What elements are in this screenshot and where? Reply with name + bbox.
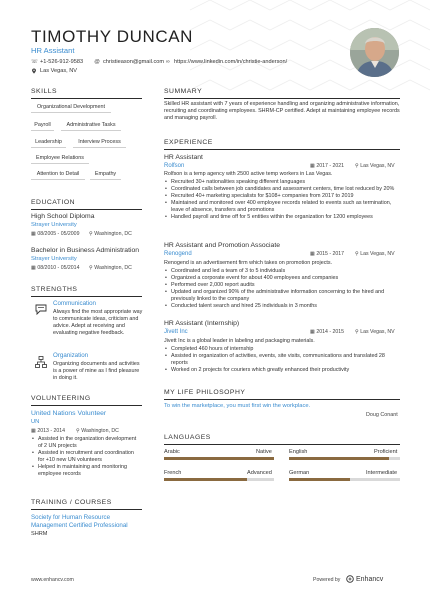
edu-degree: High School Diploma xyxy=(31,213,95,220)
list-item: • Organized a corporate event for about 400 employees and companies xyxy=(164,275,400,282)
job-company: Jivett Inc xyxy=(164,329,188,335)
language-level: Intermediate xyxy=(366,470,398,476)
calendar-icon: ▦ xyxy=(310,163,317,169)
calendar-icon: ▦ xyxy=(31,428,38,434)
edu-dates-text: 08/2010 - 05/2014 xyxy=(37,265,80,271)
list-item: • Completed 460 hours of internship xyxy=(164,346,400,353)
summary-title: SUMMARY xyxy=(164,88,203,95)
candidate-name: TIMOTHY DUNCAN xyxy=(31,27,194,46)
training-divider xyxy=(31,509,142,510)
language-name: German xyxy=(289,470,310,476)
job-dates-text: 2014 - 2015 xyxy=(316,329,345,335)
location-pin-icon: ⚲ xyxy=(355,251,361,257)
summary-text: Skilled HR assistant with 7 years of experience handling and organizing administrative information, recruiting and coordinating employees. SHRM-CP certified. Adept at maintaining employee records and managing payroll. xyxy=(164,101,400,122)
candidate-role: HR Assistant xyxy=(31,46,75,55)
volunteer-role: United Nations Volunteer xyxy=(31,410,107,417)
job-title: HR Assistant and Promotion Associate xyxy=(164,242,280,249)
location-pin-icon: ⚲ xyxy=(355,163,361,169)
job-title: HR Assistant xyxy=(164,154,203,161)
education-title: EDUCATION xyxy=(31,199,76,206)
edu-degree: Bachelor in Business Administration xyxy=(31,247,140,254)
volunteering-title: VOLUNTEERING xyxy=(31,395,91,402)
language-bar xyxy=(164,478,274,481)
language-bar xyxy=(289,457,400,460)
training-title: TRAINING / COURSES xyxy=(31,499,112,506)
job-bullets xyxy=(164,346,400,374)
location-pin-icon: ⚲ xyxy=(76,428,82,434)
job-location xyxy=(355,251,395,257)
skills-title: SKILLS xyxy=(31,88,58,95)
job-title: HR Assistant (Internship) xyxy=(164,320,240,327)
at-icon: @ xyxy=(94,59,100,65)
edu-school: Strayer University xyxy=(31,222,77,228)
skill-tag: Attention to Detail xyxy=(31,171,85,180)
list-item: • Worked on 2 projects for couriers which greatly enhanced their productivity xyxy=(164,367,400,374)
calendar-icon: ▦ xyxy=(310,329,317,335)
location-pin-icon: ⚲ xyxy=(89,265,95,271)
footer-brand[interactable] xyxy=(346,575,383,583)
strength-text: Always find the most appropriate way to communicate ideas, criticism and advice. Adept at receiving and evaluating negative feedback. xyxy=(53,309,143,337)
job-location-text: Las Vegas, NV xyxy=(360,251,395,257)
skill-tag: Employee Relations xyxy=(31,155,89,164)
enhancv-logo-icon xyxy=(346,575,354,583)
location-pin-icon: ⚲ xyxy=(89,231,95,237)
volunteer-dates xyxy=(31,428,65,434)
chat-bubble-icon xyxy=(34,302,48,316)
language-level: Native xyxy=(256,449,272,455)
list-item: • Conducted talent search and hired 25 individuals in 3 months xyxy=(164,303,400,310)
list-item: • Assisted in recruitment and coordination for +10 new UN volunteers xyxy=(31,450,139,464)
contact-location xyxy=(31,68,77,74)
skill-tag: Interview Process xyxy=(73,139,126,148)
job-description: Rolfson is a temp agency with 2500 active temp workers in Las Vegas. xyxy=(164,171,333,177)
list-item: • Helped in maintaining and monitoring employee records xyxy=(31,464,139,478)
skill-tag: Leadership xyxy=(31,139,66,148)
strengths-title: STRENGTHS xyxy=(31,286,78,293)
list-item: • Recruited 30+ nationalities speaking different languages xyxy=(164,179,400,186)
job-company: Renogend xyxy=(164,251,192,257)
org-chart-icon xyxy=(34,355,48,369)
job-location xyxy=(355,329,395,335)
language-bar-fill xyxy=(289,478,350,481)
volunteer-bullets xyxy=(31,436,139,479)
training-provider: SHRM xyxy=(31,531,48,537)
job-description: Renogend is an advertisement firm which takes on promotion projects. xyxy=(164,260,333,266)
contact-phone xyxy=(31,59,83,65)
contact-linkedin[interactable] xyxy=(165,59,287,65)
job-location-text: Las Vegas, NV xyxy=(360,163,395,169)
edu-location-text: Washington, DC xyxy=(94,265,132,271)
experience-divider xyxy=(164,149,400,150)
linkedin-text[interactable]: https://www.linkedin.com/in/christie-anderson/ xyxy=(174,59,288,65)
list-item: • Recruited 40+ marketing specialists for $108+ companies from 2017 to 2019 xyxy=(164,193,400,200)
experience-title: EXPERIENCE xyxy=(164,139,213,146)
job-description: Jivett Inc is a global leader in labeling and packaging materials. xyxy=(164,338,315,344)
list-item: • Coordinated and led a team of 3 to 5 individuals xyxy=(164,268,400,275)
list-item: • Assisted in the organization development of 2 UN projects xyxy=(31,436,139,450)
edu-dates xyxy=(31,265,79,271)
edu-dates-text: 08/2005 - 05/2009 xyxy=(37,231,80,237)
phone-text: +1-526-912-9583 xyxy=(40,59,84,65)
strengths-divider xyxy=(31,296,142,297)
job-dates xyxy=(310,329,344,335)
philosophy-author: Doug Conant xyxy=(366,412,398,418)
list-item: • Handled payroll and time off for 5 entities within the organization for 1200 employees xyxy=(164,214,400,221)
skill-tag: Organizational Development xyxy=(31,104,111,113)
edu-location xyxy=(89,231,132,237)
list-item: • Coordinated calls between job candidates and assessment centers, time lost reduced by 20% xyxy=(164,186,400,193)
language-bar-fill xyxy=(289,457,389,460)
volunteering-divider xyxy=(31,405,142,406)
philosophy-quote: To win the marketplace, you must first win the workplace. xyxy=(164,403,311,409)
profile-photo xyxy=(350,28,399,77)
job-company: Rolfson xyxy=(164,163,185,169)
summary-divider xyxy=(164,98,400,99)
job-bullets xyxy=(164,268,400,311)
volunteer-dates-text: 2013 - 2014 xyxy=(37,428,66,434)
job-dates-text: 2017 - 2021 xyxy=(316,163,345,169)
volunteer-location-text: Washington, DC xyxy=(81,428,119,434)
education-divider xyxy=(31,209,142,210)
job-location xyxy=(355,163,395,169)
strength-name: Communication xyxy=(53,300,96,307)
footer-site[interactable]: www.enhancv.com xyxy=(31,577,74,583)
calendar-icon: ▦ xyxy=(31,231,38,237)
skill-tag: Payroll xyxy=(31,122,54,131)
email-text[interactable]: christieason@gmail.com xyxy=(103,59,165,65)
edu-school: Strayer University xyxy=(31,256,77,262)
language-bar xyxy=(289,478,400,481)
skills-divider xyxy=(31,98,142,99)
calendar-icon: ▦ xyxy=(310,251,317,257)
list-item: • Assisted in organization of activities, events, site visits, communications and translated 28 reports xyxy=(164,353,400,367)
strength-text: Organizing documents and activities is a power of mine as I find pleasure in doing it. xyxy=(53,361,140,382)
skill-tag: Empathy xyxy=(90,171,121,180)
language-level: Advanced xyxy=(247,470,272,476)
job-dates xyxy=(310,251,344,257)
job-bullets xyxy=(164,179,400,222)
footer-powered: Powered by xyxy=(313,577,341,583)
languages-title: LANGUAGES xyxy=(164,434,211,441)
phone-icon: ☏ xyxy=(31,59,38,65)
contact-email[interactable] xyxy=(94,59,164,65)
philosophy-divider xyxy=(164,399,400,400)
training-course: Society for Human Resource Management Certified Professional xyxy=(31,514,128,529)
languages-divider xyxy=(164,444,400,445)
language-bar-fill xyxy=(164,457,274,460)
list-item: • Maintained and monitored over 400 employee records related to events such as termination, leave of absence, transfers and promotions xyxy=(164,200,400,214)
volunteer-org: UN xyxy=(31,419,40,425)
link-icon: ∞ xyxy=(166,59,170,65)
job-dates xyxy=(310,163,344,169)
list-item: • Performed over 2,000 report audits xyxy=(164,282,400,289)
language-name: English xyxy=(289,449,308,455)
language-name: Arabic xyxy=(164,449,180,455)
edu-dates xyxy=(31,231,79,237)
edu-location xyxy=(89,265,132,271)
edu-location-text: Washington, DC xyxy=(94,231,132,237)
calendar-icon: ▦ xyxy=(31,265,38,271)
language-bar-fill xyxy=(164,478,247,481)
language-bar xyxy=(164,457,274,460)
philosophy-title: MY LIFE PHILOSOPHY xyxy=(164,389,246,396)
location-pin-icon: ⚲ xyxy=(355,329,361,335)
job-location-text: Las Vegas, NV xyxy=(360,329,395,335)
language-name: French xyxy=(164,470,182,476)
strength-name: Organization xyxy=(53,352,89,359)
location-text: Las Vegas, NV xyxy=(40,68,78,74)
job-dates-text: 2015 - 2017 xyxy=(316,251,345,257)
list-item: • Updated and organized 90% of the administrative information concerning to the hired and previously linked to the company xyxy=(164,289,400,303)
location-pin-icon xyxy=(31,68,37,74)
brand-text[interactable]: Enhancv xyxy=(356,575,384,583)
skill-tag: Administrative Tasks xyxy=(61,122,121,131)
language-level: Proficient xyxy=(374,449,398,455)
volunteer-location xyxy=(76,428,119,434)
